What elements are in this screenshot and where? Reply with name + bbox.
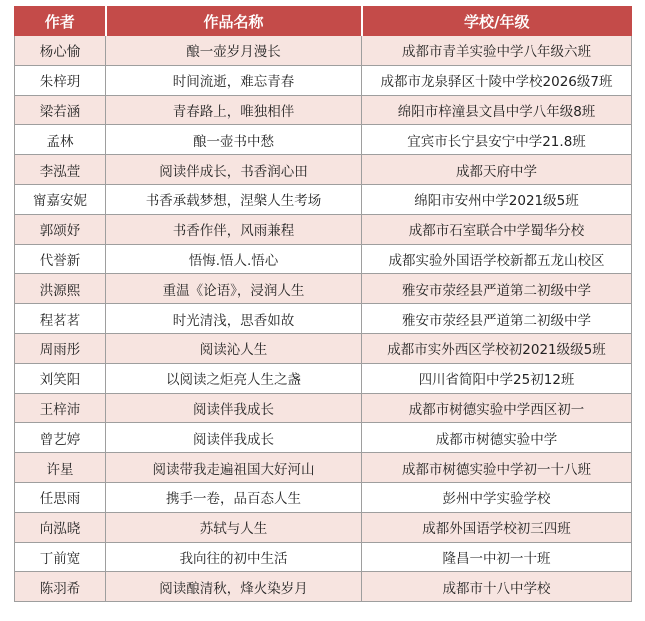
school-grade-cell: 成都市十八中学校 bbox=[362, 572, 632, 602]
work-title-cell: 我向往的初中生活 bbox=[106, 542, 362, 572]
author-cell: 王梓沛 bbox=[15, 393, 106, 423]
work-title-cell: 青春路上，唯独相伴 bbox=[106, 95, 362, 125]
school-grade-cell: 成都市石室联合中学蜀华分校 bbox=[362, 214, 632, 244]
author-cell: 李泓萱 bbox=[15, 155, 106, 185]
author-cell: 郭颂妤 bbox=[15, 214, 106, 244]
work-title-cell: 重温《论语》，浸润人生 bbox=[106, 274, 362, 304]
work-title-cell: 时光清浅，思香如故 bbox=[106, 304, 362, 334]
table-header-row bbox=[15, 7, 632, 36]
work-title-cell: 阅读酿清秋，烽火染岁月 bbox=[106, 572, 362, 602]
author-cell: 向泓晓 bbox=[15, 512, 106, 542]
author-cell: 陈羽希 bbox=[15, 572, 106, 602]
author-cell: 朱梓玥 bbox=[15, 65, 106, 95]
work-title-cell: 酿一壶岁月漫长 bbox=[106, 36, 362, 66]
table-row bbox=[15, 184, 632, 214]
author-cell: 许星 bbox=[15, 453, 106, 483]
header-work-title: 作品名称 bbox=[106, 7, 362, 36]
school-grade-cell: 绵阳市梓潼县文昌中学八年级8班 bbox=[362, 95, 632, 125]
table-row bbox=[15, 95, 632, 125]
school-grade-cell: 成都市树德实验中学 bbox=[362, 423, 632, 453]
table-row bbox=[15, 125, 632, 155]
header-author: 作者 bbox=[15, 7, 106, 36]
work-title-cell: 悟悔.悟人.悟心 bbox=[106, 244, 362, 274]
work-title-cell: 阅读伴成长，书香润心田 bbox=[106, 155, 362, 185]
table-row bbox=[15, 274, 632, 304]
table-row bbox=[15, 244, 632, 274]
work-title-cell: 时间流逝，难忘青春 bbox=[106, 65, 362, 95]
work-title-cell: 阅读沁人生 bbox=[106, 333, 362, 363]
table-row bbox=[15, 214, 632, 244]
author-cell: 丁前宽 bbox=[15, 542, 106, 572]
author-cell: 洪源熙 bbox=[15, 274, 106, 304]
table-row bbox=[15, 423, 632, 453]
table-row bbox=[15, 542, 632, 572]
school-grade-cell: 成都市青羊实验中学八年级六班 bbox=[362, 36, 632, 66]
author-cell: 周雨彤 bbox=[15, 333, 106, 363]
author-cell: 程茗茗 bbox=[15, 304, 106, 334]
table-row bbox=[15, 65, 632, 95]
table-row bbox=[15, 363, 632, 393]
author-cell: 代誉新 bbox=[15, 244, 106, 274]
table-row bbox=[15, 512, 632, 542]
school-grade-cell: 成都外国语学校初三四班 bbox=[362, 512, 632, 542]
table-row bbox=[15, 155, 632, 185]
table-row bbox=[15, 333, 632, 363]
work-title-cell: 阅读伴我成长 bbox=[106, 393, 362, 423]
awards-table bbox=[14, 6, 632, 602]
header-school-grade: 学校/年级 bbox=[362, 7, 632, 36]
work-title-cell: 酿一壶书中愁 bbox=[106, 125, 362, 155]
school-grade-cell: 成都市实外西区学校初2021级级5班 bbox=[362, 333, 632, 363]
work-title-cell: 携手一卷，品百态人生 bbox=[106, 482, 362, 512]
work-title-cell: 书香作伴，风雨兼程 bbox=[106, 214, 362, 244]
table-body bbox=[15, 36, 632, 602]
school-grade-cell: 隆昌一中初一十班 bbox=[362, 542, 632, 572]
author-cell: 梁若涵 bbox=[15, 95, 106, 125]
table-row bbox=[15, 572, 632, 602]
school-grade-cell: 四川省简阳中学25初12班 bbox=[362, 363, 632, 393]
work-title-cell: 以阅读之炬亮人生之盏 bbox=[106, 363, 362, 393]
table-row bbox=[15, 304, 632, 334]
table-row bbox=[15, 482, 632, 512]
school-grade-cell: 成都市龙泉驿区十陵中学校2026级7班 bbox=[362, 65, 632, 95]
school-grade-cell: 彭州中学实验学校 bbox=[362, 482, 632, 512]
author-cell: 孟林 bbox=[15, 125, 106, 155]
work-title-cell: 阅读伴我成长 bbox=[106, 423, 362, 453]
school-grade-cell: 绵阳市安州中学2021级5班 bbox=[362, 184, 632, 214]
author-cell: 任思雨 bbox=[15, 482, 106, 512]
awards-table-container bbox=[14, 6, 631, 602]
work-title-cell: 阅读带我走遍祖国大好河山 bbox=[106, 453, 362, 483]
table-row bbox=[15, 36, 632, 66]
author-cell: 甯嘉安妮 bbox=[15, 184, 106, 214]
school-grade-cell: 成都市树德实验中学西区初一 bbox=[362, 393, 632, 423]
school-grade-cell: 成都实验外国语学校新都五龙山校区 bbox=[362, 244, 632, 274]
table-row bbox=[15, 393, 632, 423]
table-row bbox=[15, 453, 632, 483]
author-cell: 杨心愉 bbox=[15, 36, 106, 66]
school-grade-cell: 雅安市荥经县严道第二初级中学 bbox=[362, 274, 632, 304]
school-grade-cell: 宜宾市长宁县安宁中学21.8班 bbox=[362, 125, 632, 155]
author-cell: 刘笑阳 bbox=[15, 363, 106, 393]
author-cell: 曾艺婷 bbox=[15, 423, 106, 453]
school-grade-cell: 成都市树德实验中学初一十八班 bbox=[362, 453, 632, 483]
work-title-cell: 苏轼与人生 bbox=[106, 512, 362, 542]
work-title-cell: 书香承载梦想，涅槃人生考场 bbox=[106, 184, 362, 214]
school-grade-cell: 雅安市荥经县严道第二初级中学 bbox=[362, 304, 632, 334]
school-grade-cell: 成都天府中学 bbox=[362, 155, 632, 185]
